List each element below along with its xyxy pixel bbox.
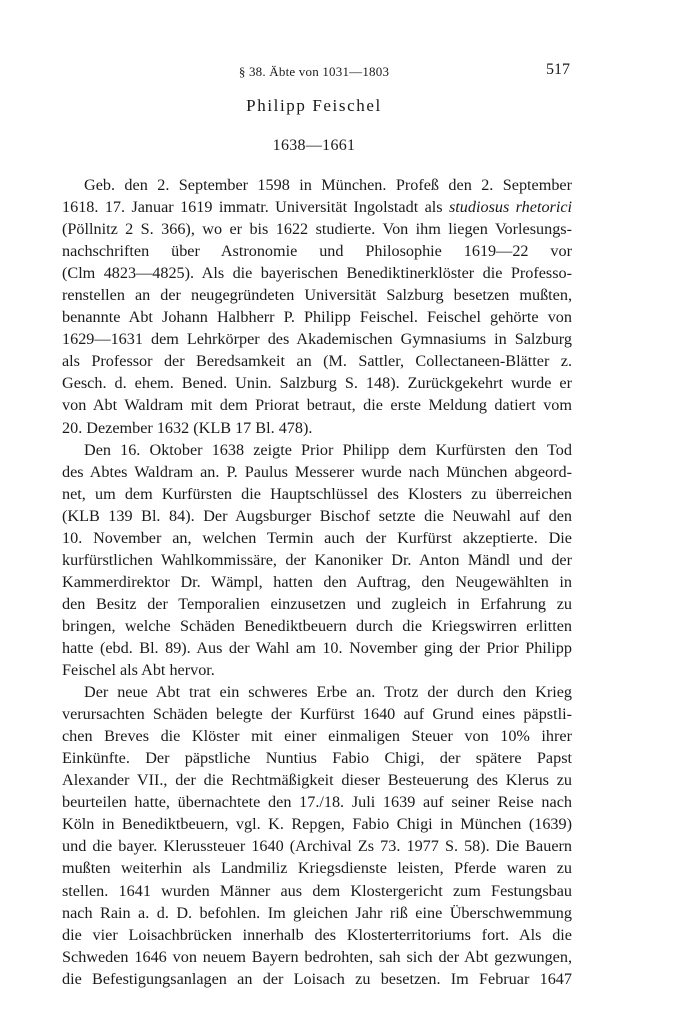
text-line: Einkünfte. Der päpstliche Nuntius Fabio Chigi, der spätere Papst xyxy=(62,749,572,768)
text-line: Geb. den 2. September 1598 in München. Profeß den 2. September xyxy=(84,176,572,194)
text-line: Der neue Abt trat ein schweres Erbe an. Trotz der durch den Krieg xyxy=(84,683,572,702)
text-line: als Professor der Beredsamkeit an (M. Sattler, Collectaneen-Blätter z. xyxy=(62,352,572,371)
running-header xyxy=(0,60,700,84)
text-line: beurteilen hatte, übernachtete den 17./18. Juli 1639 auf seiner Reise nach xyxy=(62,793,572,812)
section-reference: § 38. Äbte von 1031—1803 xyxy=(238,64,390,79)
biography-title: Philipp Feischel xyxy=(246,96,382,115)
text-line: den Besitz der Temporalien einzusetzen und zugleich in Erfahrung zu xyxy=(62,594,572,613)
page-number: 517 xyxy=(546,61,570,78)
text-line: renstellen an der neugegründeten Universität Salzburg besetzen mußten, xyxy=(62,286,572,305)
text-line: stellen. 1641 wurden Männer aus dem Klostergericht zum Festungsbau xyxy=(62,881,572,900)
text-line: Schweden 1646 von neuem Bayern bedrohten, sah sich der Abt gezwungen, xyxy=(62,947,572,966)
text-line: die Befestigungsanlagen an der Loisach zu besetzen. Im Februar 1647 xyxy=(62,969,572,988)
text-line: Feischel als Abt hervor. xyxy=(62,661,215,680)
text-line: des Abtes Waldram an. P. Paulus Messerer wurde nach München abgeord- xyxy=(62,462,572,481)
text-line: Alexander VII., der die Rechtmäßigkeit dieser Besteuerung des Klerus zu xyxy=(62,771,572,790)
text-line-segment: 1618. 17. Januar 1619 immatr. Universität Ingolstadt als xyxy=(62,198,443,217)
body-text xyxy=(62,174,572,990)
text-line: 10. November an, welchen Termin auch der Kurfürst akzeptierte. Die xyxy=(62,528,572,547)
text-line: mußten weiterhin als Landmiliz Kriegsdienste leisten, Pferde waren zu xyxy=(62,859,572,878)
text-line: (Pöllnitz 2 S. 366), wo er bis 1622 studierte. Von ihm liegen Vorlesungs- xyxy=(62,220,572,239)
text-line: 20. Dezember 1632 (KLB 17 Bl. 478). xyxy=(62,418,313,437)
text-line: bringen, welche Schäden Benediktbeuern durch die Kriegswirren erlitten xyxy=(62,616,572,635)
text-line: benannte Abt Johann Halbherr P. Philipp Feischel. Feischel gehörte von xyxy=(62,308,572,327)
text-line: nachschriften über Astronomie und Philosophie 1619—22 vor xyxy=(62,242,572,261)
text-line: Köln in Benediktbeuern, vgl. K. Repgen, Fabio Chigi in München (1639) xyxy=(62,815,572,834)
text-line: von Abt Waldram mit dem Priorat betraut, die erste Meldung datiert vom xyxy=(62,396,572,415)
italic-phrase: studiosus rhetorici xyxy=(449,198,573,217)
text-line: Kammerdirektor Dr. Wämpl, hatten den Auftrag, den Neugewählten in xyxy=(62,572,572,591)
text-line: chen Breves die Klöster mit einer einmaligen Steuer von 10% ihrer xyxy=(62,727,572,746)
text-line: verursachten Schäden belegte der Kurfürst 1640 auf Grund eines päpstli- xyxy=(62,705,572,724)
text-line: (KLB 139 Bl. 84). Der Augsburger Bischof setzte die Neuwahl auf den xyxy=(62,506,572,525)
text-line: Gesch. d. ehem. Bened. Unin. Salzburg S. 148). Zurückgekehrt wurde er xyxy=(62,374,572,393)
text-line: Den 16. Oktober 1638 zeigte Prior Philipp dem Kurfürsten den Tod xyxy=(84,440,572,459)
text-line: 1629—1631 dem Lehrkörper des Akademischen Gymnasiums in Salzburg xyxy=(62,330,572,349)
text-line: kurfürstlichen Wahlkommissäre, der Kanoniker Dr. Anton Mändl und der xyxy=(62,550,572,569)
text-line-with-italic xyxy=(62,196,572,218)
text-line: (Clm 4823—4825). Als die bayerischen Benediktinerklöster die Professo- xyxy=(62,264,572,283)
tenure-years: 1638—1661 xyxy=(272,137,356,154)
text-line: nach Rain a. d. D. befohlen. Im gleichen Jahr riß eine Überschwemmung xyxy=(62,903,572,922)
text-line: die vier Loisachbrücken innerhalb des Klosterterritoriums fort. Als die xyxy=(62,925,572,944)
text-line: hatte (ebd. Bl. 89). Aus der Wahl am 10. November ging der Prior Philipp xyxy=(62,638,572,657)
text-line: net, um dem Kurfürsten die Hauptschlüssel des Klosters zu überreichen xyxy=(62,484,572,503)
text-line: und die bayer. Klerussteuer 1640 (Archival Zs 73. 1977 S. 58). Die Bauern xyxy=(62,837,572,856)
